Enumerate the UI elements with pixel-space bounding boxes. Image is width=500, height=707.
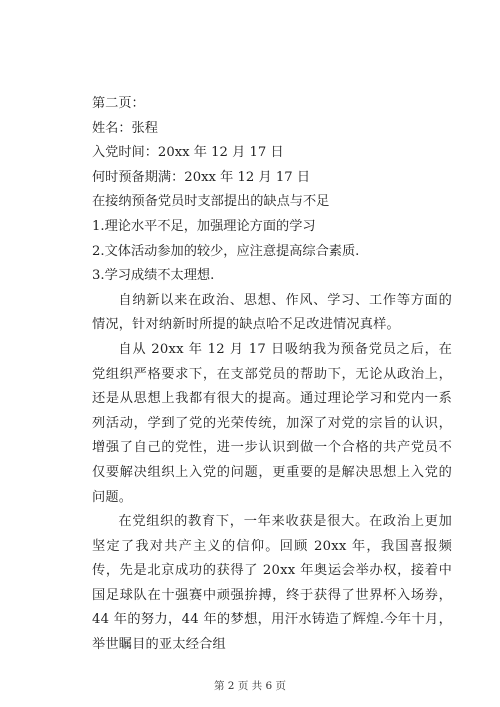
page-footer: 第 2 页 共 6 页 (213, 680, 287, 692)
paragraph-intro: 自纳新以来在政治、思想、作风、学习、工作等方面的情况，针对纳新时所提的缺点哈不足改进情况真样。 (92, 292, 452, 333)
join-date-line: 入党时间：20xx 年 12 月 17 日 (92, 145, 284, 161)
shortcoming-item-3: 3.学习成绩不太理想. (92, 268, 215, 284)
shortcoming-item-1: 1.理论水平不足，加强理论方面的学习 (92, 218, 316, 234)
document-body (92, 92, 452, 658)
name-line: 姓名：张程 (92, 120, 158, 136)
section-heading: 第二页： (92, 96, 145, 111)
probation-end-line: 何时预备期满：20xx 年 12 月 17 日 (92, 169, 311, 185)
paragraph-education: 在党组织的教育下，一年来收获是很大。在政治上更加坚定了我对共产主义的信仰。回顾 20xx 年，我国喜报频传，先是北京成功的获得了 20xx 年奥运会举办权，接着中国足球队在十强赛中顽强拚搏，终于获得了世界杯入场券，44 年的努力，44 年的梦想，用汗水铸造了辉煌.今年十月，举世瞩目的亚太经合组 (92, 514, 452, 653)
paragraph-progress: 自从 20xx 年 12 月 17 日吸纳我为预备党员之后，在党组织严格要求下，在支部党员的帮助下，无论从政治上，还是从思想上我都有很大的提高。通过理论学习和党内一系列活动，学到了党的光荣传统，加深了对党的宗旨的认识，增强了自己的党性，进一步认识到做一个合格的共产党员不仅要解决组织上入党的问题，更重要的是解决思想上入党的问题。 (92, 341, 452, 505)
shortcomings-heading: 在接纳预备党员时支部提出的缺点与不足 (92, 194, 330, 210)
shortcoming-item-2: 2.文体活动参加的较少，应注意提高综合素质. (92, 243, 360, 259)
